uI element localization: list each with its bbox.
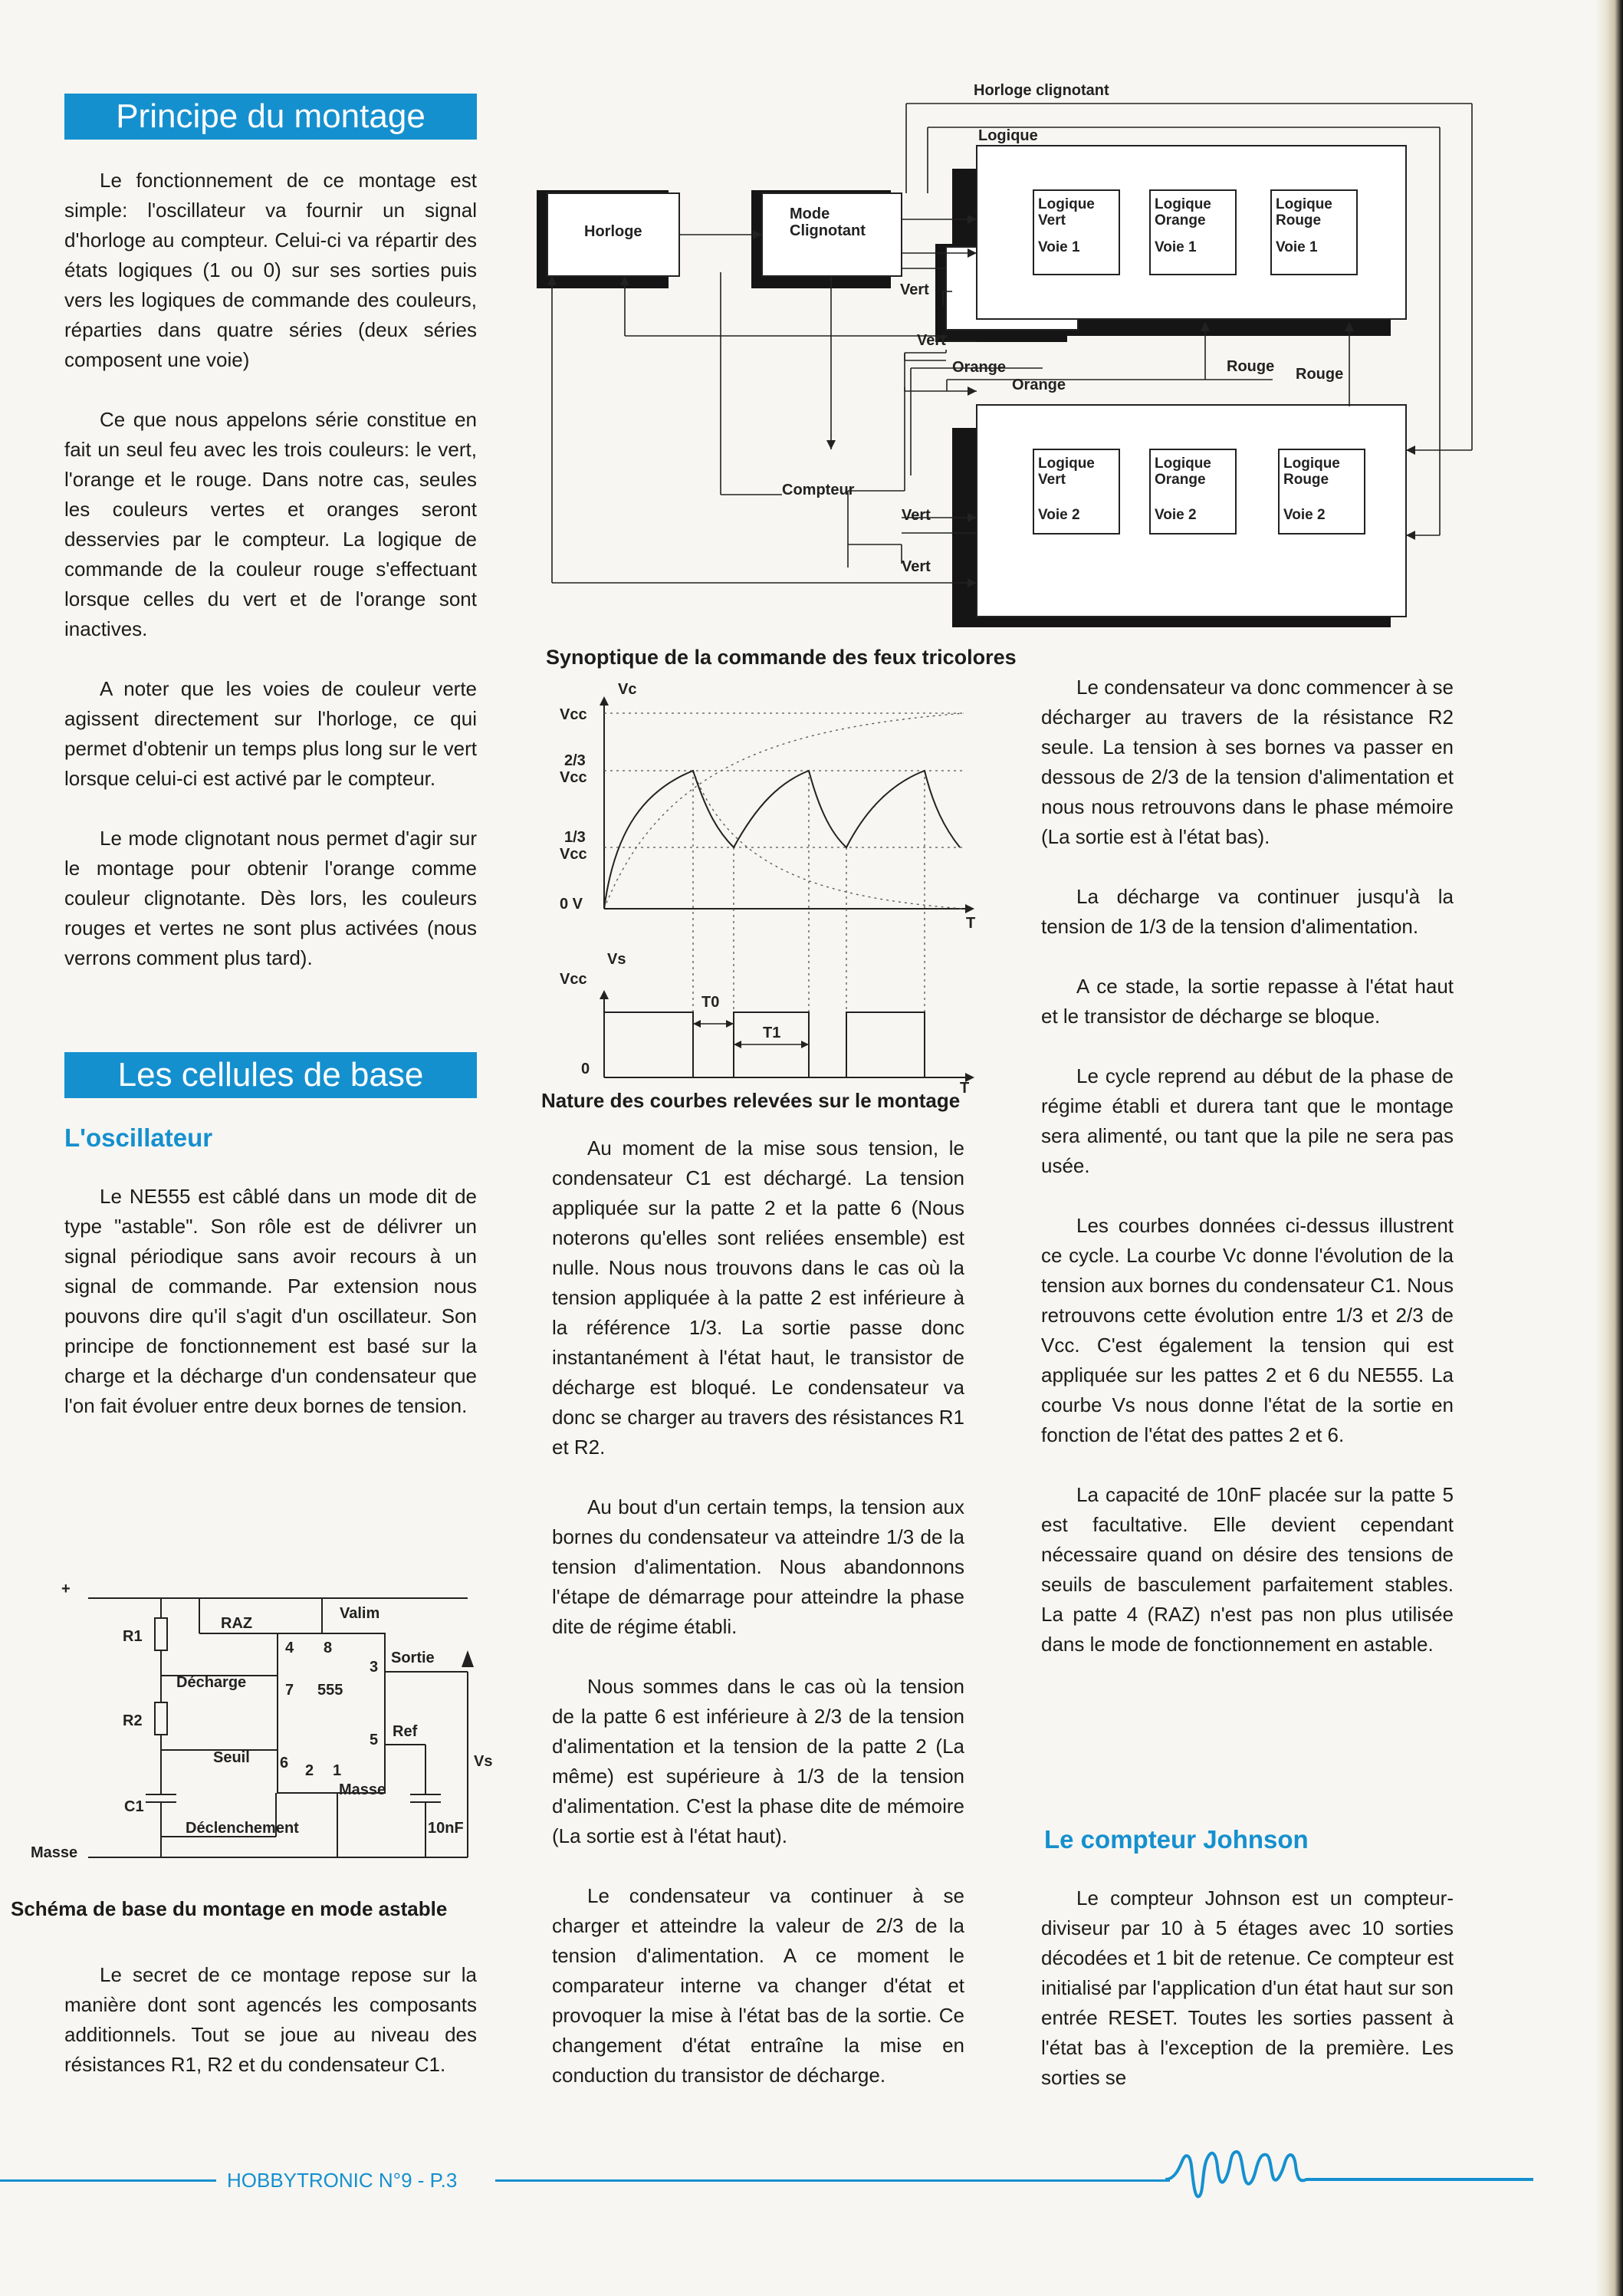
footer-page-label: HOBBYTRONIC N°9 - P.3 [227,2169,458,2192]
schema-masse: Masse [339,1781,386,1798]
tick-vcc-2: Vcc [560,971,587,988]
wire-label-rouge-1: Rouge [1227,358,1275,375]
wire-label-vert-4: Vert [902,558,931,575]
schema-pin4: 4 [285,1640,294,1656]
paragraph: Le condensateur va donc commencer à se décharger au travers de la résistance R2 seule. La tension à ses bornes va passer en dessous de 2/3 de la tension d'alimentation et nous nous retrouvons dans le phase mémoire (La sortie est à l'état bas). [1041,676,1454,848]
synoptique-caption: Synoptique de la commande des feux tricolores [546,646,1017,669]
paragraph: Au moment de la mise sous tension, le condensateur C1 est déchargé. La tension appliquée sur la patte 2 et la patte 6 (Nous noterons qu'elles sont reliées ensemble) est nulle. Nous nous trouvons dans le cas où la tension appliquée à la patte 2 est inférieure à la référence 1/3. La sortie passe donc instantanément à l'état haut, le transistor de décharge est bloqué. Le condensateur va donc se charger au travers des résistances R1 et R2. [552,1136,964,1459]
paragraph: Les courbes données ci-dessus illustrent ce cycle. La courbe Vc donne l'évolution de la tension aux bornes du condensateur C1. Nous retrouvons cette évolution entre 1/3 et 2/3 de Vcc. C'est également la tension qui est appliquée sur les pattes 2 et 6 du NE555. La courbe Vs nous donne l'état de la sortie en fonction de l'état des pattes 2 et 6. [1041,1214,1454,1446]
courbes-diagram [546,675,991,1097]
schema-pin1: 1 [333,1762,342,1779]
footer-waveform-logo [1165,2140,1533,2209]
label-t0: T0 [701,994,720,1011]
v1-orange-l2: Orange [1155,212,1206,229]
axis-vs: Vs [607,951,626,968]
paragraph: Nous sommes dans le cas où la tension de la patte 6 est inférieure à 2/3 de la tension d'alimentation et la tension de la patte 2 (La même) est supérieure à 1/3 de la tension d'alimentation. C'est la phase dite de mémoire (La sortie est à l'état haut). [552,1675,964,1847]
right-column-text [1041,673,1454,1689]
wire-label-orange-2: Orange [1012,377,1066,393]
wire-label-vert-2: Vert [917,332,946,349]
v2-vert-l3: Voie 2 [1038,507,1080,523]
schema-pin6: 6 [280,1755,289,1771]
right-column-text-johnson [1041,1883,1454,2123]
left-column-text-bottom [64,1960,477,2110]
tick-zero: 0 [581,1061,590,1077]
schema-seuil: Seuil [213,1749,250,1766]
section-banner-cellules: Les cellules de base [64,1052,477,1098]
schema-pin5: 5 [370,1732,379,1748]
block-horloge-label: Horloge [584,223,642,240]
section-banner-principe: Principe du montage [64,94,477,140]
schema-valim: Valim [340,1605,380,1622]
left-column-text-top [64,166,477,1003]
wire-label-vert-1: Vert [900,281,929,298]
footer-rule-left [0,2179,216,2182]
schema-pin2: 2 [305,1762,314,1779]
paragraph: Ce que nous appelons série constitue en fait un seul feu avec les trois couleurs: le vert, l'orange et le rouge. Dans notre cas, seules les couleurs vertes et oranges seront desservies par le compteur. La logique de commande de la couleur rouge s'effectuant lorsque celles du vert et de l'orange sont inactives. [64,408,477,640]
v1-rouge-l3: Voie 1 [1276,239,1318,255]
v2-rouge-l3: Voie 2 [1283,507,1326,523]
v2-vert-l1: Logique [1038,456,1095,472]
paragraph: A noter que les voies de couleur verte agissent directement sur l'horloge, ce qui permet d'obtenir un temps plus long sur le vert lorsque celui-ci est activé par le compteur. [64,677,477,790]
v2-orange-l3: Voie 2 [1155,507,1197,523]
tick-vcc: Vcc [560,706,587,723]
v1-orange-l1: Logique [1155,196,1211,212]
schema-masse-left: Masse [31,1844,78,1861]
schema-decharge: Décharge [176,1674,247,1691]
paragraph: Le mode clignotant nous permet d'agir sur le montage pour obtenir l'orange comme couleur clignotante. Dès lors, les couleurs rouges et vertes ne sont plus activées (nous verrons comment plus tard). [64,827,477,969]
wire-label-vert-3: Vert [902,507,931,524]
paragraph: Le condensateur va continuer à se charger et atteindre la valeur de 2/3 de la tension d'alimentation. A ce moment le comparateur interne va changer d'état et provoquer la mise à l'état bas de la sortie. Ce changement d'état entraîne la mise en conduction du transistor de décharge. [552,1884,964,2087]
tick-two-thirds-a: 2/3 [564,752,586,769]
schema-declenchement: Déclenchement [186,1820,299,1837]
paragraph: Le fonctionnement de ce montage est simple: l'oscillateur va fournir un signal d'horloge au compteur. Celui-ci va répartir des états logiques (1 ou 0) sur ses sorties puis vers les logiques de commande des couleurs, réparties dans quatre séries (deux séries composent une voie) [64,169,477,371]
label-logique: Logique [978,127,1038,144]
schema-10nf: 10nF [428,1820,464,1837]
schema-ic-label: 555 [317,1682,343,1699]
schema-sortie: Sortie [391,1650,435,1666]
schema-raz: RAZ [221,1615,253,1632]
block-mode-label-1: Mode [790,206,830,222]
axis-t-top: T [966,915,976,932]
left-column-text-oscillateur [64,1182,477,1451]
schema-pin8: 8 [324,1640,333,1656]
v2-rouge-l1: Logique [1283,456,1340,472]
schema-caption: Schéma de base du montage en mode astable [11,1897,448,1920]
wire-label-orange-1: Orange [952,359,1007,376]
v1-orange-l3: Voie 1 [1155,239,1197,255]
paragraph: Le NE555 est câblé dans un mode dit de type "astable". Son rôle est de délivrer un signal périodique sans avoir recours à un signal de commande. Par extension nous pouvons dire qu'il s'agit d'un oscillateur. Son principe de fonctionnement est basé sur la charge et la décharge d'un condensateur que l'on fait évoluer entre deux bornes de tension. [64,1185,477,1417]
paragraph: A ce stade, la sortie repasse à l'état haut et le transistor de décharge se bloque. [1041,975,1454,1028]
wire-label-rouge-2: Rouge [1296,366,1344,383]
paragraph: La capacité de 10nF placée sur la patte 5 est facultative. Elle devient cependant nécessaire quand on désire des tensions de seuils de basculement parfaitement stables. La patte 4 (RAZ) n'est pas non plus utilisée dans le mode de fonctionnement en astable. [1041,1483,1454,1656]
v1-rouge-l1: Logique [1276,196,1332,212]
tick-zero-v: 0 V [560,896,583,913]
courbes-caption: Nature des courbes relevées sur le montage [541,1089,961,1112]
paragraph: Le cycle reprend au début de la phase de régime établi et durera tant que le montage sera alimenté, ou tant que la pile ne sera pas usée. [1041,1064,1454,1177]
tick-two-thirds-b: Vcc [560,769,587,786]
schema-r2: R2 [123,1712,143,1729]
schema-c1: C1 [124,1798,144,1815]
tick-one-third-b: Vcc [560,846,587,863]
subheading-compteur-johnson: Le compteur Johnson [1044,1825,1309,1854]
block-mode-label-2: Clignotant [790,222,866,239]
v2-orange-l2: Orange [1155,472,1206,488]
v1-vert-l1: Logique [1038,196,1095,212]
schema-vs: Vs [474,1753,493,1770]
schema-r1: R1 [123,1628,143,1645]
v2-orange-l1: Logique [1155,456,1211,472]
paragraph: Au bout d'un certain temps, la tension aux bornes du condensateur va atteindre 1/3 de la tension d'alimentation. Nous abandonnons l'étape de démarrage pour atteindre la phase dite de régime établi. [552,1495,964,1638]
label-horloge-clignotant: Horloge clignotant [974,82,1109,99]
subheading-oscillateur: L'oscillateur [64,1123,213,1152]
schema-pin7: 7 [285,1682,294,1699]
schema-pin3: 3 [370,1659,379,1676]
label-t1: T1 [763,1025,781,1041]
paragraph: La décharge va continuer jusqu'à la tension de 1/3 de la tension d'alimentation. [1041,885,1454,938]
footer-rule-middle [495,2179,1170,2182]
v1-vert-l2: Vert [1038,212,1066,229]
schema-plus: + [61,1581,71,1597]
paragraph: Le compteur Johnson est un compteur-diviseur par 10 à 5 étages avec 10 sorties décodées et 1 bit de retenue. Ce compteur est initialisé par l'application d'un état haut sur son entrée RESET. Toutes les sorties passent à l'état bas à l'exception de la première. Les sorties se [1041,1886,1454,2089]
tick-one-third-a: 1/3 [564,829,586,846]
middle-column-text [552,1133,964,2120]
schema-ref: Ref [393,1723,418,1740]
v2-rouge-l2: Rouge [1283,472,1329,488]
v1-rouge-l2: Rouge [1276,212,1322,229]
block-compteur-label: Compteur [782,482,855,498]
axis-t-bottom: T [960,1080,970,1097]
axis-vc: Vc [618,681,637,698]
synoptique-diagram [537,77,1487,644]
astable-555-schematic [15,1572,506,1871]
v2-vert-l2: Vert [1038,472,1066,488]
paragraph: Le secret de ce montage repose sur la manière dont sont agencés les composants additionnels. Tout se joue au niveau des résistances R1, R2 et du condensateur C1. [64,1963,477,2076]
page-edge-binding [1595,0,1623,2296]
v1-vert-l3: Voie 1 [1038,239,1080,255]
